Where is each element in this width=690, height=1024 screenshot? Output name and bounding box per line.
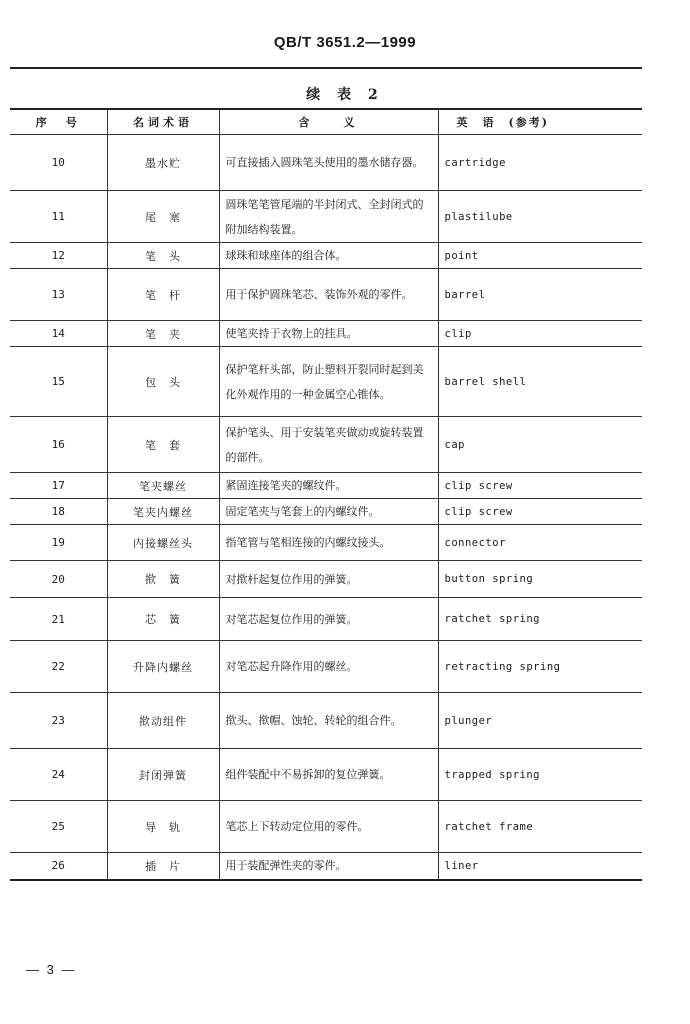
row-number: 12: [10, 243, 107, 269]
column-header-definition: 含 义: [219, 109, 438, 135]
table-row: [10, 598, 642, 641]
row-term: 尾 塞: [107, 191, 219, 243]
row-english: barrel shell: [438, 347, 642, 417]
row-number: 20: [10, 561, 107, 598]
row-term: 墨水贮: [107, 135, 219, 191]
row-term: 笔夹螺丝: [107, 473, 219, 499]
page-number: — 3 —: [26, 962, 77, 977]
row-definition: 紧固连接笔夹的螺纹件。: [219, 473, 438, 499]
row-definition: 笔芯上下转动定位用的零件。: [219, 801, 438, 853]
row-definition: 对笔芯起升降作用的螺丝。: [219, 641, 438, 693]
row-number: 26: [10, 853, 107, 880]
table-row: [10, 135, 642, 191]
row-definition: 保护笔杆头部，防止塑料开裂同时起到美化外观作用的一种金属空心锥体。: [219, 347, 438, 417]
row-number: 13: [10, 269, 107, 321]
row-definition: 固定笔夹与笔套上的内螺纹件。: [219, 499, 438, 525]
row-english: cartridge: [438, 135, 642, 191]
row-definition: 指笔管与笔相连接的内螺纹接头。: [219, 525, 438, 561]
row-english: liner: [438, 853, 642, 880]
row-english: plastilube: [438, 191, 642, 243]
row-english: trapped spring: [438, 749, 642, 801]
row-definition: 对笔芯起复位作用的弹簧。: [219, 598, 438, 641]
row-term: 揿 簧: [107, 561, 219, 598]
row-term: 笔 头: [107, 243, 219, 269]
row-english: plunger: [438, 693, 642, 749]
table-row: [10, 499, 642, 525]
row-number: 15: [10, 347, 107, 417]
row-number: 21: [10, 598, 107, 641]
row-number: 10: [10, 135, 107, 191]
row-term: 芯 簧: [107, 598, 219, 641]
row-definition: 用于装配弹性夹的零件。: [219, 853, 438, 880]
row-term: 插 片: [107, 853, 219, 880]
table-row: [10, 191, 642, 243]
column-header-term: 名词术语: [107, 109, 219, 135]
table-row: [10, 693, 642, 749]
row-number: 16: [10, 417, 107, 473]
row-number: 17: [10, 473, 107, 499]
row-definition: 组件装配中不易拆卸的复位弹簧。: [219, 749, 438, 801]
row-definition: 可直接插入圆珠笔头使用的墨水储存器。: [219, 135, 438, 191]
table-row: [10, 347, 642, 417]
header-rule: [10, 67, 642, 69]
row-definition: 揿头、揿帽、蚀轮、转轮的组合件。: [219, 693, 438, 749]
row-definition: 用于保护圆珠笔芯、装饰外观的零件。: [219, 269, 438, 321]
row-term: 笔 夹: [107, 321, 219, 347]
terms-table: [10, 108, 642, 881]
row-number: 19: [10, 525, 107, 561]
table-row: [10, 749, 642, 801]
row-number: 25: [10, 801, 107, 853]
row-number: 23: [10, 693, 107, 749]
table-row: [10, 269, 642, 321]
row-english: clip: [438, 321, 642, 347]
row-term: 封闭弹簧: [107, 749, 219, 801]
row-term: 笔 杆: [107, 269, 219, 321]
row-english: barrel: [438, 269, 642, 321]
table-row: [10, 473, 642, 499]
table-row: [10, 801, 642, 853]
table-row: [10, 321, 642, 347]
column-header-no: 序 号: [10, 109, 107, 135]
row-number: 18: [10, 499, 107, 525]
row-number: 22: [10, 641, 107, 693]
row-english: ratchet frame: [438, 801, 642, 853]
row-term: 包 头: [107, 347, 219, 417]
row-definition: 球珠和球座体的组合体。: [219, 243, 438, 269]
row-english: retracting spring: [438, 641, 642, 693]
table-caption: 续 表 2: [306, 87, 384, 103]
row-number: 14: [10, 321, 107, 347]
row-term: 内接螺丝头: [107, 525, 219, 561]
table-body: [10, 135, 642, 880]
row-english: cap: [438, 417, 642, 473]
row-definition: 对揿杆起复位作用的弹簧。: [219, 561, 438, 598]
row-term: 升降内螺丝: [107, 641, 219, 693]
table-header-row: [10, 109, 642, 135]
row-term: 笔夹内螺丝: [107, 499, 219, 525]
row-english: clip screw: [438, 499, 642, 525]
row-english: connector: [438, 525, 642, 561]
row-english: ratchet spring: [438, 598, 642, 641]
table-row: [10, 641, 642, 693]
row-term: 导 轨: [107, 801, 219, 853]
column-header-english: 英 语 (参考): [438, 109, 642, 135]
row-definition: 使笔夹持于衣物上的挂具。: [219, 321, 438, 347]
table-row: [10, 417, 642, 473]
table-row: [10, 243, 642, 269]
row-term: 笔 套: [107, 417, 219, 473]
table-row: [10, 525, 642, 561]
row-definition: 保护笔头、用于安装笔夹做动或旋转装置的部件。: [219, 417, 438, 473]
standard-code: QB/T 3651.2—1999: [273, 34, 417, 51]
row-english: point: [438, 243, 642, 269]
row-number: 11: [10, 191, 107, 243]
row-term: 揿动组件: [107, 693, 219, 749]
table-row: [10, 561, 642, 598]
row-english: button spring: [438, 561, 642, 598]
row-definition: 圆珠笔笔管尾端的半封闭式、全封闭式的附加结构装置。: [219, 191, 438, 243]
table-row: [10, 853, 642, 880]
row-english: clip screw: [438, 473, 642, 499]
row-number: 24: [10, 749, 107, 801]
